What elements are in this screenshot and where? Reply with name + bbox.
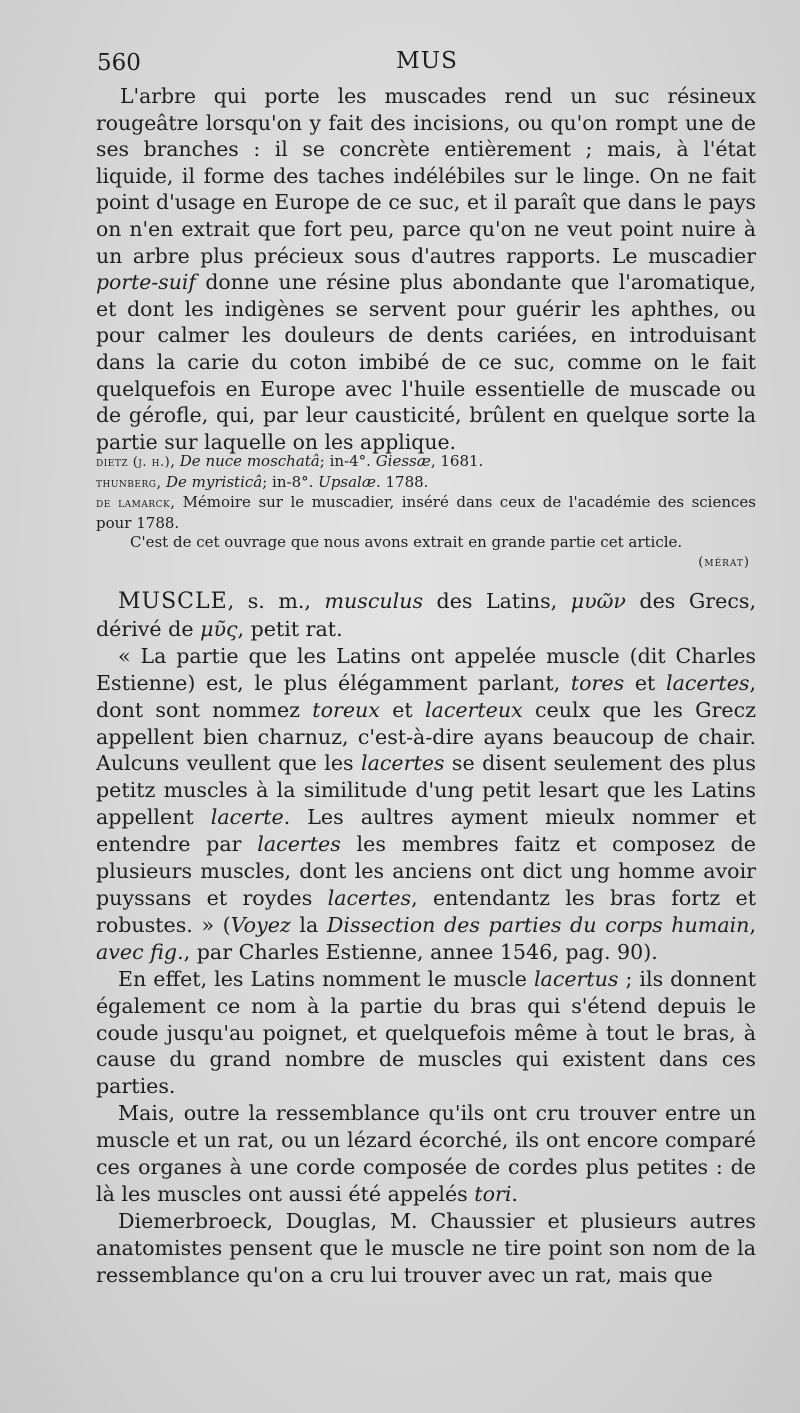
- paragraph-nutmeg-resin: L'arbre qui porte les muscades rend un suc résineux rougeâtre lorsqu'on y fait des incisions, ou qu'on rompt une de ses branches : il se concrète entièrement ; mais, à l'état liquide, il forme des taches indélébiles sur le linge. On ne fait point d'usage en Europe de ce suc, et il paraît que dans le pays on n'en extrait que fort peu, parce qu'on ne veut point nuire à un arbre plus précieux sous d'autres rapports. Le muscadier porte-suif donne une résine plus abondante que l'aromatique, et dont les indigènes se servent pour guérir les aphthes, ou pour calmer les douleurs de dents cariées, en introduisant dans la carie du coton imbibé de ce suc, comme on le fait quelquefois en Europe avec l'huile essentielle de muscade ou de gérofle, qui, par leur causticité, brûlent en quelque sorte la partie sur laquelle on les applique.: [96, 84, 756, 454]
- muscle-article: [96, 588, 756, 1289]
- reference-dietz: dietz (j. h.), De nuce moschatâ; in-4°. Giessæ, 1681.: [96, 452, 484, 470]
- page-header: [97, 48, 757, 78]
- source-note: C'est de cet ouvrage que nous avons extrait en grande partie cet article.: [130, 533, 683, 551]
- paragraph-lacertus: En effet, les Latins nomment le muscle lacertus ; ils donnent également ce nom à la partie du bras qui s'étend depuis le coude jusqu'au poignet, et quelquefois même à tout le bras, à cause du grand nombre de muscles qui existent dans ces parties.: [96, 966, 756, 1099]
- article-headword-paragraph: MUSCLE, s. m., musculus des Latins, μυῶν des Grecs, dérivé de μῦς, petit rat.: [96, 589, 756, 641]
- author-signature: (mérat): [698, 554, 750, 570]
- page-number: 560: [97, 50, 141, 76]
- paragraph-estienne-quote: « La partie que les Latins ont appelée muscle (dit Charles Estienne) est, le plus élégamment parlant, tores et lacertes, dont sont nommez toreux et lacerteux ceulx que les Grecz appellent bien charnuz, c'est-à-dire ayans beaucoup de chair. Aulcuns veullent que les lacertes se disent seulement des plus petitz muscles à la similitude d'ung petit lesart que les Latins appellent lacerte. Les aultres ayment mieulx nommer et entendre par lacertes les membres faitz et composez de plusieurs muscles, dont les anciens ont dict ung homme avoir puyssans et roydes lacertes, entendantz les bras fortz et robustes. » (Voyez la Dissection des parties du corps humain, avec fig., par Charles Estienne, annee 1546, pag. 90).: [96, 643, 757, 964]
- headword: MUSCLE: [118, 589, 228, 614]
- reference-thunberg: thunberg, De myristicâ; in-8°. Upsalæ. 1788.: [96, 472, 429, 491]
- bibliography: [96, 452, 756, 572]
- reference-lamarck: de lamarck, Mémoire sur le muscadier, inséré dans ceux de l'académie des sciences pour 1788.: [96, 493, 756, 532]
- nutmeg-resin-section: [96, 83, 756, 455]
- paragraph-tori: Mais, outre la ressemblance qu'ils ont cru trouver entre un muscle et un rat, ou un lézard écorché, ils ont encore comparé ces organes à une corde composée de cordes plus petites : de là les muscles ont aussi été appelés tori.: [96, 1101, 756, 1206]
- running-title: MUS: [396, 48, 458, 74]
- paragraph-diemerbroeck: Diemerbroeck, Douglas, M. Chaussier et plusieurs autres anatomistes pensent que le muscle ne tire point son nom de la ressemblance qu'on a cru lui trouver avec un rat, mais que: [96, 1208, 756, 1287]
